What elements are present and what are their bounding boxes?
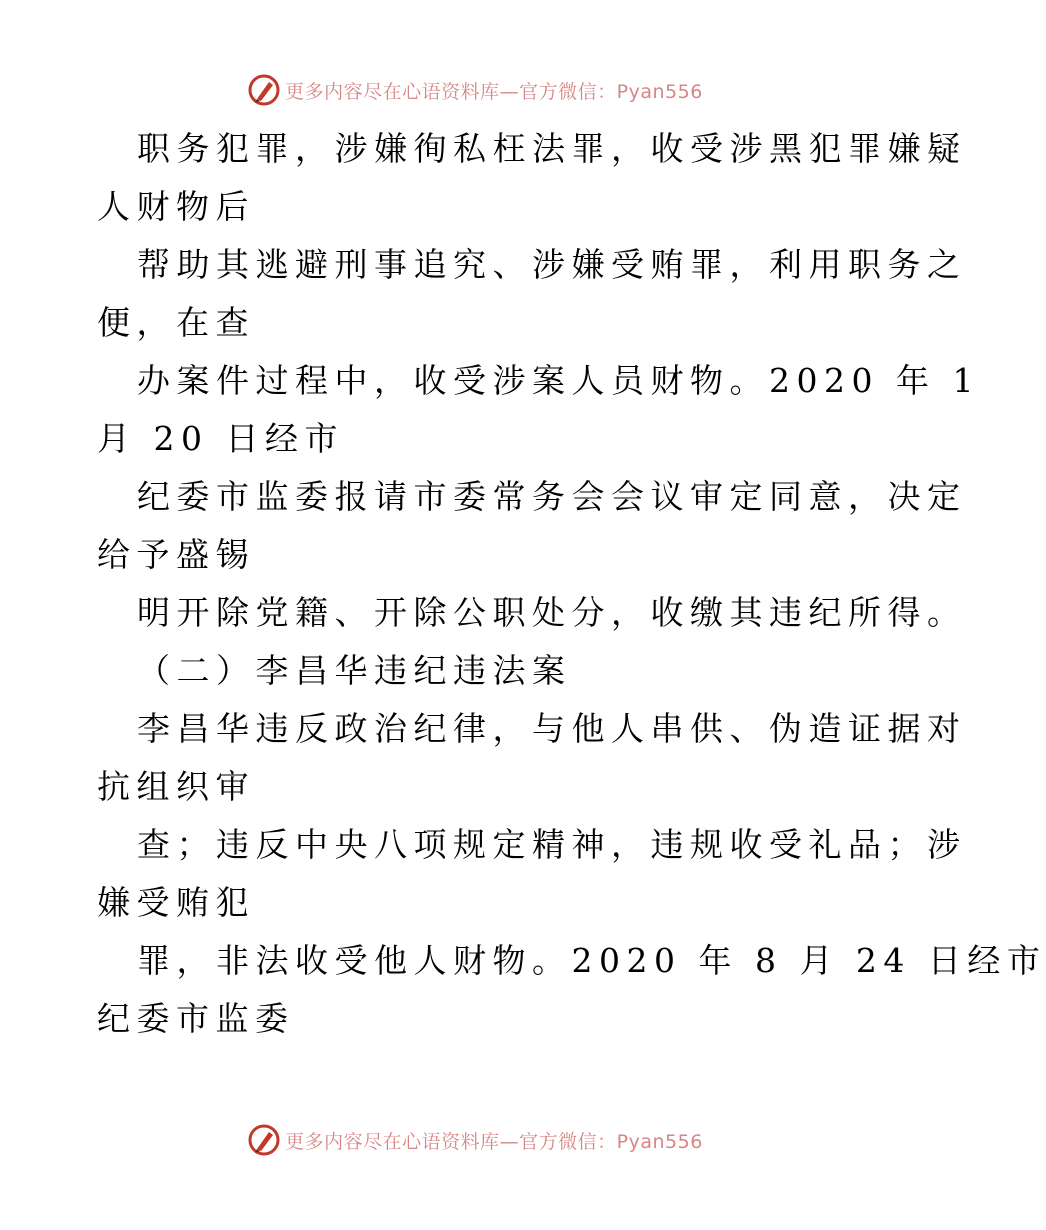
body-line: 人财物后	[97, 187, 255, 226]
body-line: 罪，非法收受他人财物。2020 年 8 月 24 日经市	[137, 941, 1046, 980]
footer-banner	[0, 1120, 950, 1160]
body-line: 明开除党籍、开除公职处分，收缴其违纪所得。	[137, 593, 967, 632]
body-line: 纪委市监委报请市委常务会会议审定同意，决定	[137, 477, 967, 516]
body-line: 嫌受贿犯	[97, 883, 255, 922]
document-body	[97, 120, 1046, 1048]
body-line: 月 20 日经市	[97, 419, 344, 458]
body-line: 纪委市监委	[97, 999, 295, 1038]
body-line: 查；违反中央八项规定精神，违规收受礼品；涉	[137, 825, 967, 864]
body-line: 给予盛锡	[97, 535, 255, 574]
pen-logo-icon	[247, 73, 281, 107]
body-line: 职务犯罪，涉嫌徇私枉法罪，收受涉黑犯罪嫌疑	[137, 129, 967, 168]
pen-logo-icon	[247, 1123, 281, 1157]
header-banner-text: 更多内容尽在心语资料库—官方微信：Pyan556	[285, 80, 703, 103]
header-banner	[0, 70, 950, 110]
body-line: 办案件过程中，收受涉案人员财物。2020 年 1	[137, 361, 980, 400]
body-line: 抗组织审	[97, 767, 255, 806]
body-line: 便，在查	[97, 303, 255, 342]
body-line: 李昌华违反政治纪律，与他人串供、伪造证据对	[137, 709, 967, 748]
body-line: 帮助其逃避刑事追究、涉嫌受贿罪，利用职务之	[137, 245, 967, 284]
section-heading: （二）李昌华违纪违法案	[137, 651, 572, 690]
footer-banner-text: 更多内容尽在心语资料库—官方微信：Pyan556	[285, 1130, 703, 1153]
